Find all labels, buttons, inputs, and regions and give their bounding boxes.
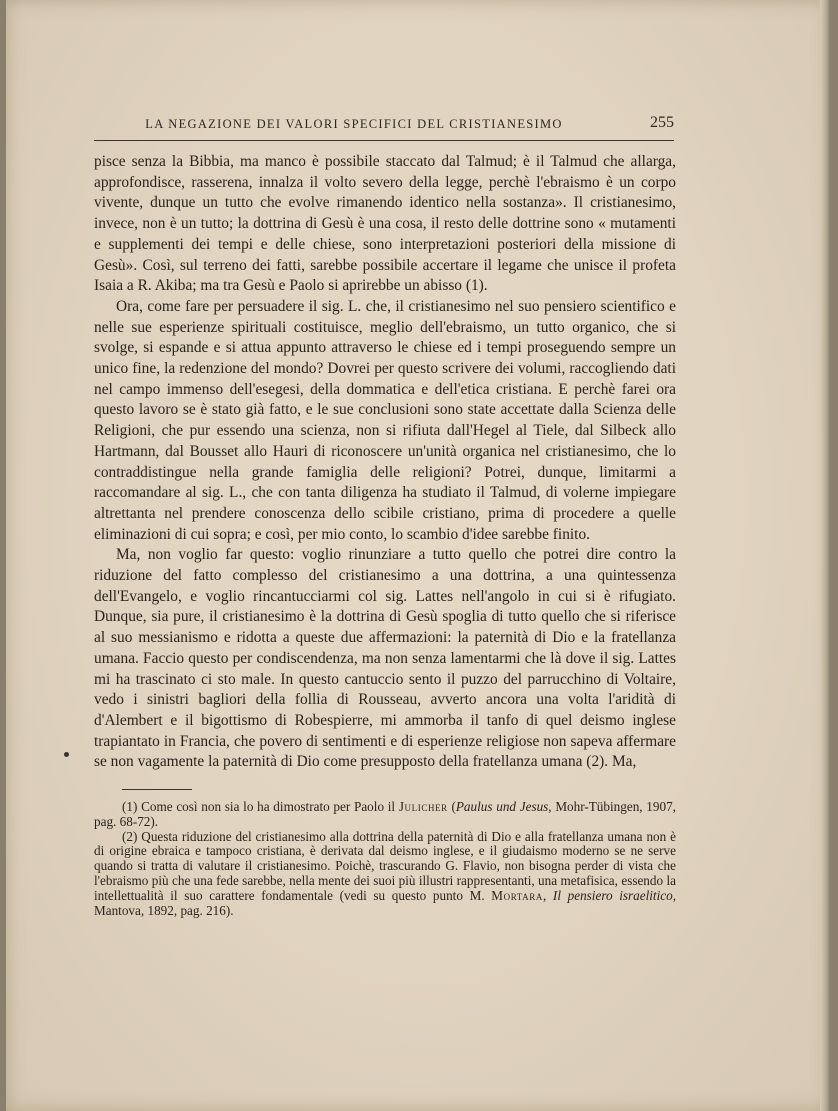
footnote-text: , Mohr-Tübingen, 1907, pag. 68-72). [94, 799, 676, 829]
paragraph: Ma, non voglio far questo: voglio rinunziare a tutto quello che potrei dire contro la riduzione del fatto complesso del cristianesimo a una dottrina, a una quintessenza dell'Evangelo, e voglio rincantucciarmi col sig. Lattes nell'angolo in cui si è rifugiato. Dunque, sia pure, il cristianesimo è la dottrina di Gesù spoglia di tutto quello che si riferisce al suo messianismo e ridotta a queste due affermazioni: la paternità di Dio e la fratellanza umana. Faccio questo per condiscendenza, ma non senza lamentarmi che là dove il sig. Lattes mi ha trascinato ci sto male. In questo cantuccio sento il puzzo del parrucchino di Voltaire, vedo i sinistri bagliori della follia di Rousseau, avverto ancora una volta l'aridità di d'Alembert e il bigottismo di Robespierre, mi ammorba il tanfo di quel deismo inglese trapiantato in Francia, che povero di sentimenti e di esperienze religiose non sapeva affermare se non vagamente la paternità di Dio come presupposto della fratellanza umana (2). Ma, [94, 546, 676, 771]
running-header [94, 112, 674, 141]
footnote-author: Julicher [398, 799, 448, 814]
footnote-1: (1) Come così non sia lo ha dimostrato per Paolo il Julicher (Paulus und Jesus, Mohr-Tübingen, 1907, pag. 68-72). [94, 799, 676, 829]
footnote-text: (1) Come così non sia lo ha dimostrato per Paolo il [122, 799, 399, 814]
page-edge [820, 0, 830, 1111]
footnote-title: Paulus und Jesus [455, 799, 549, 814]
margin-mark [64, 752, 69, 757]
footnote-author: Mortara [491, 887, 543, 903]
footnote-title: Il pensiero israelitico [552, 887, 673, 903]
footnotes [94, 800, 676, 918]
book-page [6, 0, 830, 1111]
paragraph: Ora, come fare per persuadere il sig. L. che, il cristianesimo nel suo pensiero scientifico e nelle sue esperienze spirituali costituisce, meglio dell'ebraismo, un tutto organico, che si svolge, si espande e si attua appunto attraverso le chiese ed i tempi proseguendo sempre un unico fine, la redenzione del mondo? Dovrei per questo scrivere dei volumi, raccogliendo dati nel campo immenso dell'esegesi, della dommatica e dell'etica cristiana. E perchè farei ora questo lavoro se è stato già fatto, e le sue conclusioni sono state accettate dalla Scienza delle Religioni, che pur essendo una scienza, non si rifiuta dall'Hegel al Tiele, dal Silbeck allo Hartmann, dal Bousset allo Hauri di riconoscere un'unità organica nel cristianesimo, che lo contraddistingue nella grande famiglia delle religioni? Potrei, dunque, limitarmi a raccomandare al sig. L., che con tanta diligenza ha studiato il Talmud, di volerne impiegare altrettanta nel prendere conoscenza dello scibile cristiano, prima di procedere a quelle eliminazioni di cui sopra; e così, per mio conto, lo scambio d'idee sarebbe finito. [94, 297, 676, 543]
page-number: 255 [650, 114, 674, 131]
footnote-2: (2) Questa riduzione del cristianesimo alla dottrina della paternità di Dio e alla fratellanza umana non è di origine ebraica e tampoco cristiana, è derivata dal deismo inglese, e il giudaismo moderno se ne serve quando si tratta di valutare il cristianesimo. Poichè, trascurando G. Flavio, non bisogna perder di vista che l'ebraismo più che una fede sarebbe, nella mente dei suoi più illustri rappresentanti, una metafisica, essendo la intellettualità il suo carattere fondamentale (vedi su questo punto M. Mortara, Il pensiero israelitico, Mantova, 1892, pag. 216). [94, 828, 676, 918]
paragraph: pisce senza la Bibbia, ma manco è possibile staccato dal Talmud; è il Talmud che allarga, approfondisce, rasserena, innalza il volto severo della legge, perchè l'ebraismo è un corpo vivente, dunque un tutto che evolve rimanendo identico nella sostanza». Il cristianesimo, invece, non è un tutto; la dottrina di Gesù è una cosa, il resto delle dottrine sono « mutamenti e supplementi dei tempi e delle chiese, sono interpretazioni posteriori della missione di Gesù». Così, sul terreno dei fatti, sarebbe possibile accertare il legame che unisce il profeta Isaia a R. Akiba; ma tra Gesù e Paolo si aprirebbe un abisso (1). [94, 153, 676, 295]
running-title: LA NEGAZIONE DEI VALORI SPECIFICI DEL CRISTIANESIMO [145, 117, 563, 131]
footnote-text: , Mantova, 1892, pag. 216). [94, 887, 676, 918]
footnote-text: (2) Questa riduzione del cristianesimo alla dottrina della paternità di Dio e alla fratellanza umana non è di origine ebraica e tampoco cristiana, è derivata dal deismo inglese, e il giudaismo moderno se ne serve quando si tratta di valutare il cristianesimo. Poichè, trascurando G. Flavio, non bisogna perder di vista che l'ebraismo più che una fede sarebbe, nella mente dei suoi più illustri rappresentanti, una metafisica, essendo la intellettualità il suo carattere fondamentale (vedi su questo punto M. [94, 828, 676, 903]
footnote-separator [122, 789, 192, 790]
main-text [94, 152, 676, 773]
